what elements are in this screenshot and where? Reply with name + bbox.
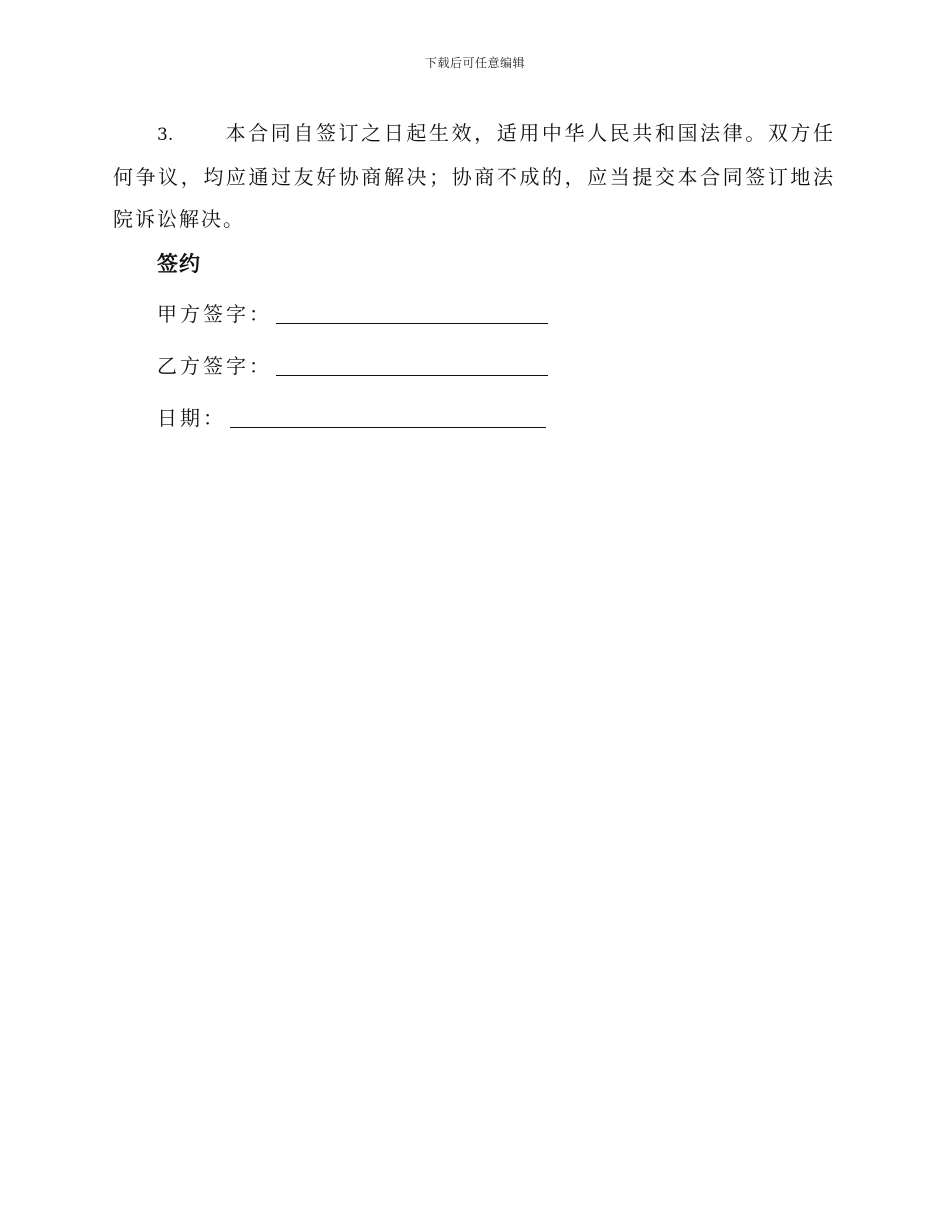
party-a-signature-row [157, 298, 548, 328]
date-line[interactable] [230, 427, 546, 428]
party-b-signature-line[interactable] [276, 375, 548, 376]
clause-text: 本合同自签订之日起生效，适用中华人民共和国法律。双方任何争议，均应通过友好协商解决；协商不成的，应当提交本合同签订地法院诉讼解决。 [113, 121, 835, 231]
signature-heading: 签约 [157, 252, 201, 276]
page-header: 下载后可任意编辑 [424, 56, 525, 70]
clause-paragraph [113, 112, 835, 240]
party-b-signature-label: 乙方签字： [157, 354, 272, 378]
party-b-signature-row [157, 350, 548, 380]
date-label: 日期： [157, 406, 226, 430]
party-a-signature-line[interactable] [276, 323, 548, 324]
date-row [157, 402, 546, 432]
party-a-signature-label: 甲方签字： [157, 302, 272, 326]
clause-number: 3. [157, 125, 174, 145]
